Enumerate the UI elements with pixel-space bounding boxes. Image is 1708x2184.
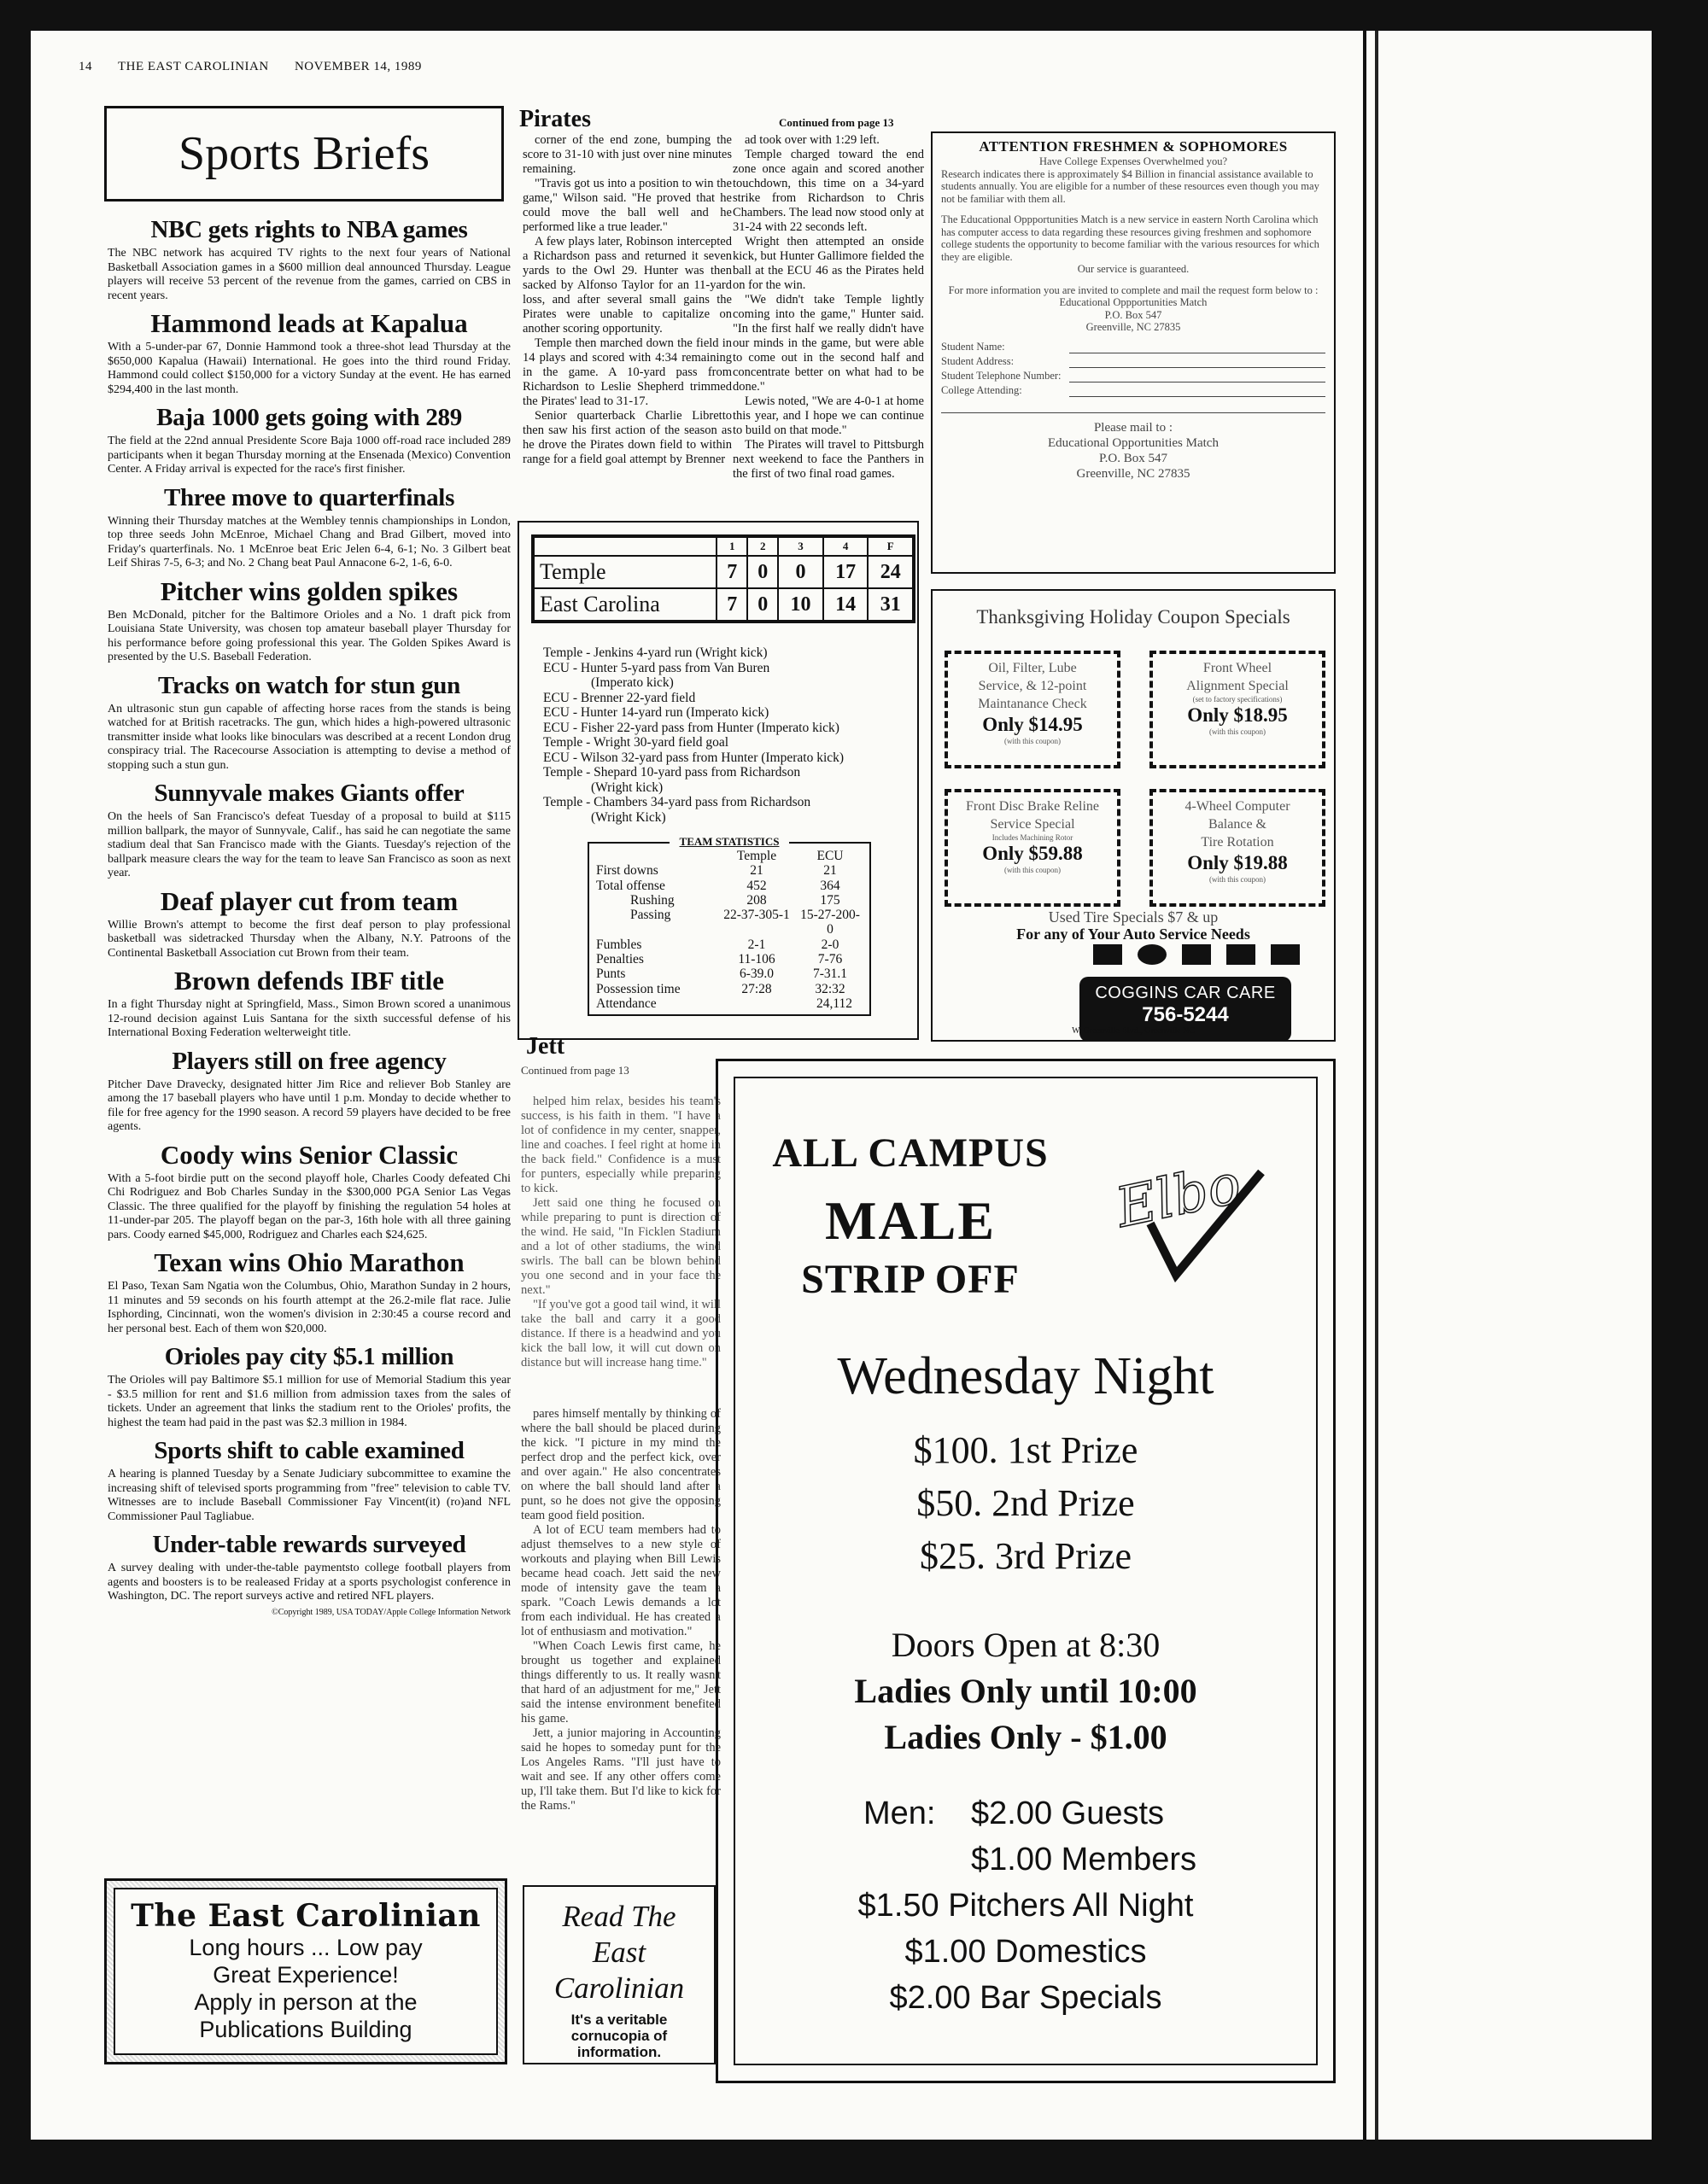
- student-address-field[interactable]: [941, 355, 1325, 368]
- folio: [79, 60, 444, 74]
- brief-headline: Pitcher wins golden spikes: [160, 575, 459, 606]
- story-paragraph: The Pirates will travel to Pittsburgh next weekend to face the Panthers in the first of two final road games.: [733, 438, 924, 481]
- stats-cell: 2-1: [747, 937, 766, 952]
- stats-cell: 2-0: [821, 937, 839, 952]
- coupon-note: Includes Machining Rotor: [991, 833, 1073, 842]
- brief-item: [108, 886, 511, 961]
- final-score: 24: [868, 556, 913, 588]
- brief-body: With a 5-foot birdie putt on the second playoff hole, Charles Coody defeated Chi Chi Rodriguez and Bob Charles Sunday in the $300,000 PGA Senior Las Vegas Classic. The three qualified for the playoff by finishing the regulation 54 holes at 11-under-par 205. The playoff began on the par-3, 16th hole with all three gaining pars. Coody earned $45,000, Rodriguez and Charles each $24,625.: [108, 1171, 511, 1241]
- brief-item: [108, 670, 511, 774]
- brief-headline: Coody wins Senior Classic: [160, 1139, 459, 1170]
- team-name: Temple: [534, 556, 717, 588]
- scoring-play: Temple - Shepard 10-yard pass from Richardson: [543, 765, 801, 780]
- elbo-logo: [1091, 1112, 1287, 1300]
- coupon-balance[interactable]: [1149, 789, 1325, 907]
- ad-guarantee: Our service is guaranteed.: [1077, 263, 1190, 275]
- scoring-play: ECU - Wilson 32-yard pass from Hunter (Imperato kick): [543, 750, 845, 765]
- stats-cell: Fumbles: [596, 937, 642, 952]
- linescore-header: 3: [778, 537, 823, 556]
- story-paragraph: helped him relax, besides his team's success, is his faith in them. "I have a lot of confidence in my center, snapper, line and coaches. I feel right at home in the back field." Confidence is a must for punters, especially while preparing to kick.: [521, 1095, 721, 1195]
- coupon-oil-change[interactable]: [945, 651, 1120, 768]
- coupon-text: Maintanance Check: [978, 697, 1087, 711]
- brief-item: [108, 1140, 511, 1243]
- stats-cell: 21: [750, 863, 763, 879]
- brief-item: [108, 966, 511, 1041]
- scoring-play: ECU - Brenner 22-yard field: [543, 690, 696, 705]
- drink-special: $2.00 Bar Specials: [889, 1980, 1162, 2016]
- brand-icon: [1226, 944, 1255, 965]
- scoring-play: ECU - Hunter 14-yard run (Imperato kick): [543, 705, 769, 720]
- elbo-checkmark-icon: [1091, 1112, 1287, 1300]
- men-price: $2.00 Guests: [971, 1796, 1165, 1831]
- ad-paragraph: The Educational Oppportunities Match is a new service in eastern North Carolina which has computer access to data regarding these resources giving freshmen and sophomore college students the opportunity to become familiar with the various resources for which they are eligible.: [941, 213, 1319, 263]
- brief-item: [108, 402, 511, 477]
- prize-line: $100. 1st Prize: [913, 1429, 1138, 1471]
- stats-cell: Passing: [630, 908, 671, 923]
- brief-headline: Sunnyvale makes Giants offer: [154, 780, 465, 807]
- brief-body: The field at the 22nd annual Presidente Score Baja 1000 off-road race included 289 participants when it began Thursday morning at the Ensenada (Mexico) Convention Center. A Friday arrival is expected for the race's first finisher.: [108, 435, 511, 476]
- pirates-column-1: [523, 133, 732, 467]
- brief-body: With a 5-under-par 67, Donnie Hammond took a three-shot lead Thursday at the $650,000 Kapalua (Hawaii) International. He goes into the third round Friday. Hammond could collect $150,000 for a victory Sunday at the event. He has earned $294,400 in the last month.: [108, 341, 511, 396]
- coupon-text: Alignment Special: [1186, 679, 1289, 693]
- brief-body: El Paso, Texan Sam Ngatia won the Columbus, Ohio, Marathon Sunday in 2 hours, 11 minutes and 59 seconds on his fourth attempt at the 26.2-mile flat race. Julie Isphording, Cincinnati, won the women's division in 2:30:45 a course record and her personal best. Each of them won $20,000.: [108, 1280, 511, 1335]
- coupon-text: Oil, Filter, Lube: [988, 661, 1077, 675]
- mail-to: Please mail to :: [1093, 420, 1173, 435]
- brief-headline: Baja 1000 gets going with 289: [156, 404, 462, 431]
- story-paragraph: "When Coach Lewis first came, he brought us together and explained things differently to us. It really wasn't that hard of an adjustment for me," Jett said the intense environment benefited his game.: [521, 1639, 721, 1726]
- read-ad-sub: It's a veritable: [570, 2012, 668, 2028]
- read-ad-sub: cornucopia of: [570, 2028, 668, 2044]
- quarter-score: 0: [747, 556, 778, 588]
- story-paragraph: ad took over with 1:29 left.: [745, 133, 880, 147]
- jett-column-2: [521, 1407, 721, 1813]
- stats-cell: 15-27-200-0: [800, 908, 860, 937]
- final-score: 31: [868, 588, 913, 621]
- brief-body: On the heels of San Francisco's defeat Tuesday of a proposal to build at $115 million ballpark, the mayor of Sunnyvale, Calif., has said he can negotiate the same stadium deal that San Francisco made with the Giants. Tuesday's rejection of the ballpark measure clears the way for the team to leave San Francisco as soon as next year.: [108, 810, 511, 879]
- brief-item: [108, 778, 511, 881]
- coupon-price: Only $14.95: [982, 714, 1083, 735]
- ad-masthead: The East Carolinian: [131, 1898, 481, 1934]
- east-carolinian-ad: [104, 1878, 507, 2064]
- coupon-price: Only $19.88: [1187, 852, 1288, 873]
- pirates-column-2: [733, 133, 924, 482]
- coupon-note: (set to factory specifications): [1192, 695, 1283, 704]
- jett-headline: Jett: [526, 1033, 565, 1060]
- brief-body: A survey dealing with under-the-table paymentsto college football players from agents and boosters is to be realeased Friday at a sports psychologist conference in Washington, DC. The report surveys active and retired NFL players.: [108, 1562, 511, 1603]
- read-ad-line: Read The: [562, 1900, 676, 1933]
- ladies-line: Ladies Only until 10:00: [854, 1672, 1197, 1710]
- ad-address: P.O. Box 547: [1104, 308, 1162, 321]
- quarter-score: 14: [823, 588, 869, 621]
- quarter-score: 10: [778, 588, 823, 621]
- shop-phone: 756-5244: [1142, 1003, 1229, 1026]
- stats-cell: 208: [746, 892, 767, 908]
- brief-item: [108, 482, 511, 571]
- coupon-price: Only $59.88: [982, 843, 1083, 864]
- brief-item: [108, 1046, 511, 1135]
- page-number: 14: [79, 60, 92, 73]
- coupon-fine: (with this coupon): [1209, 727, 1266, 736]
- scoring-play: Temple - Chambers 34-yard pass from Richardson: [543, 795, 811, 809]
- read-ad-line: Carolinian: [553, 1971, 685, 2005]
- brief-headline: Three move to quarterfinals: [163, 483, 455, 511]
- brief-body: Willie Brown's attempt to become the first deaf person to play professional basketball was sidetracked Thursday when the Albany, N.Y. Patroons of the Continental Basketball Association cut Brown from their team.: [108, 918, 511, 960]
- drink-special: $1.50 Pitchers All Night: [857, 1888, 1194, 1924]
- brief-headline: NBC gets rights to NBA games: [150, 216, 468, 243]
- ad-address: Greenville, NC 27835: [1085, 321, 1181, 333]
- story-paragraph: Wright then attempted an onside kick, but Hunter Gallimore fielded the ball at the ECU 46 as the Pirates held on for the win.: [733, 235, 924, 292]
- brand-icon: [1138, 944, 1167, 965]
- brand-icon: [1182, 944, 1211, 965]
- coupons-ad: [931, 589, 1336, 1042]
- coupon-text: 4-Wheel Computer: [1184, 799, 1290, 814]
- brief-item: [108, 214, 511, 303]
- coupons-title: Thanksgiving Holiday Coupon Specials: [976, 606, 1290, 628]
- brief-item: [108, 308, 511, 397]
- coupon-brake[interactable]: [945, 789, 1120, 907]
- stats-cell: 452: [746, 878, 767, 893]
- scoring-play: ECU - Hunter 5-yard pass from Van Buren: [543, 660, 770, 675]
- brief-item: [108, 1529, 511, 1604]
- continued-label: Continued from page 13: [779, 116, 894, 129]
- continued-label: Continued from page 13: [521, 1064, 629, 1077]
- mail-to: Educational Opportunities Match: [1048, 435, 1219, 450]
- brief-body: The Orioles will pay Baltimore $5.1 million for use of Memorial Stadium this year - $3.5 million for rent and $1.6 million from admission taxes from the sales of tickets. Under an agreement that links the stadium rent to the Orioles' profits, the highest the team had paid in the past was $2.3 million in 1984.: [108, 1374, 511, 1429]
- brief-headline: Deaf player cut from team: [160, 885, 459, 916]
- coupon-text: Front Disc Brake Reline: [966, 799, 1099, 814]
- attention-freshmen-ad: [931, 131, 1336, 574]
- brief-body: A hearing is planned Tuesday by a Senate Judiciary subcommittee to examine the increasing shift of televised sports programming from "free" television to cable TV. Witnesses are to include Baseball Commissioner Fay Vincent(it) (ro)and NFL Commissioner Paul Tagliabue.: [108, 1468, 511, 1523]
- adjacent-page-edge: [1366, 31, 1652, 2140]
- story-paragraph: Lewis noted, "We are 4-0-1 at home this year, and I hope we can continue to build on that mode.": [733, 394, 924, 437]
- story-paragraph: "If you've got a good tail wind, it will take the ball and carry it a good distance. If there is a headwind and you kick the ball low, it will cut down on distance but will increase hang time.": [521, 1298, 721, 1369]
- for-any-needs: For any of Your Auto Service Needs: [1016, 926, 1250, 943]
- field-label: Student Name:: [941, 340, 1005, 353]
- stats-cell: 21: [823, 863, 837, 879]
- brief-headline: Tracks on watch for stun gun: [158, 671, 460, 699]
- story-paragraph: A lot of ECU team members had to adjust themselves to a new style of workouts and playing when Bill Lewis became head coach. Jett said the new mode of intensity gave the team a spark. "Coach Lewis demands a lot from each individual. He has created a lot of enthusiasm and motivation.": [521, 1523, 721, 1638]
- linescore-header: F: [868, 537, 913, 556]
- coupon-price: Only $18.95: [1187, 704, 1288, 726]
- sports-briefs-title: Sports Briefs: [104, 106, 504, 201]
- stats-col: Temple: [736, 849, 777, 863]
- student-name-field[interactable]: [941, 341, 1325, 353]
- mail-to: P.O. Box 547: [1098, 451, 1168, 465]
- scoring-play: (Wright kick): [591, 780, 664, 795]
- brand-logos: [1093, 944, 1315, 969]
- brief-body: The NBC network has acquired TV rights to the next four years of National Basketball Association games in a $600 million deal announced Thursday. League players will receive 53 percent of the revenue from the games, carried on CBS in recent years.: [108, 247, 511, 302]
- stats-cell: 6-39.0: [739, 966, 775, 982]
- story-paragraph: corner of the end zone, bumping the score to 31-10 with just over nine minutes remaining.: [523, 133, 732, 176]
- ad-address: Educational Oppportunities Match: [1059, 296, 1208, 308]
- stats-cell: 7-76: [817, 952, 843, 967]
- paper-name: THE EAST CAROLINIAN: [117, 60, 269, 73]
- linescore-header: 2: [747, 537, 778, 556]
- stats-cell: 7-31.1: [812, 966, 848, 982]
- ad-line: Publications Building: [199, 2017, 412, 2042]
- field-label: Student Address:: [941, 354, 1015, 367]
- issue-date: NOVEMBER 14, 1989: [294, 60, 422, 73]
- brand-icon: [1093, 944, 1122, 965]
- page-divider: [1375, 31, 1378, 2140]
- stats-cell: Penalties: [596, 952, 644, 967]
- stats-cell: Punts: [596, 966, 626, 982]
- student-phone-field[interactable]: [941, 370, 1325, 382]
- brief-body: Winning their Thursday matches at the Wembley tennis championships in London, top three seeds John McEnroe, Michael Chang and Brad Gilbert, moved into Friday's quarterfinals. No. 1 McEnroe beat Eric Jelen 6-4, 6-1; No. 3 Gilbert beat Leif Shiras 7-5, 6-3; and No. 2 Chang beat Paul Annacone 6-2, 1-6, 6-0.: [108, 514, 511, 569]
- doors-open: Doors Open at 8:30: [891, 1626, 1161, 1664]
- men-price: $1.00 Members: [971, 1842, 1197, 1877]
- scoring-play: (Wright Kick): [591, 809, 666, 825]
- event-night: Wednesday Night: [837, 1347, 1214, 1405]
- stats-cell: Possession time: [596, 981, 681, 996]
- copyright-line: ©Copyright 1989, USA TODAY/Apple College Information Network: [272, 1607, 511, 1617]
- jett-column-1: [521, 1095, 721, 1370]
- men-label: Men:: [863, 1796, 936, 1831]
- quarter-score: 0: [747, 588, 778, 621]
- ad-paragraph: For more information you are invited to complete and mail the request form below to :: [948, 283, 1319, 296]
- ad-line: Long hours ... Low pay: [189, 1935, 423, 1960]
- read-east-carolinian-ad: [523, 1885, 716, 2064]
- college-field[interactable]: [941, 384, 1325, 397]
- box-score-frame: [518, 521, 919, 1040]
- ad-line: Apply in person at the: [194, 1989, 418, 2015]
- read-ad-sub: information.: [576, 2044, 662, 2060]
- brief-headline: Under-table rewards surveyed: [152, 1531, 466, 1558]
- stats-cell: Rushing: [630, 892, 675, 908]
- story-paragraph: Senior quarterback Charlie Libretto then saw his first action of the season as he drove the Pirates down field to within range for a field goal attempt by Brenner: [523, 409, 732, 466]
- scoring-play: Temple - Wright 30-yard field goal: [543, 735, 729, 750]
- story-paragraph: Temple charged toward the end zone once again and scored another touchdown, this time on a 34-yard strike from Richardson to Chris Chambers. The lead now stood only at 31-24 with 22 seconds left.: [733, 148, 924, 234]
- stats-cell: 27:28: [741, 981, 772, 996]
- brief-headline: Brown defends IBF title: [173, 966, 445, 996]
- story-paragraph: Jett, a junior majoring in Accounting said he hopes to someday punt for the Los Angeles Rams. "I'll just have to wait and see. If any other offers come up, I'll take them. But I'd like to kick for the Rams.": [521, 1726, 721, 1813]
- story-paragraph: Jett said one thing he focused on while preparing to punt is direction of the wind. He said, "In Ficklen Stadium and a lot of other stadiums, the wind swirls. The ball can be blown behind you one second and in your face the next.": [521, 1196, 721, 1297]
- story-paragraph: pares himself mentally by thinking of where the ball should be placed during the kick. "I picture in my mind the perfect drop and the perfect kick, over and over again." He also concentrates on where the ball should land after a punt, so he does not give the opposing team good field position.: [521, 1407, 721, 1522]
- story-paragraph: "We didn't take Temple lightly coming into the game," Hunter said. "In the first half we really didn't have our minds in the game, but were able to come out in the second half and concentrate better on what had to be done.": [733, 293, 924, 394]
- linescore-header: 4: [823, 537, 869, 556]
- ad-headline: STRIP OFF: [801, 1257, 1020, 1302]
- linescore-header: 1: [717, 537, 747, 556]
- quarter-score: 0: [778, 556, 823, 588]
- brief-headline: Sports shift to cable examined: [154, 1437, 465, 1464]
- drink-special: $1.00 Domestics: [904, 1934, 1147, 1970]
- ad-title: ATTENTION FRESHMEN & SOPHOMORES: [979, 138, 1288, 155]
- field-label: Student Telephone Number:: [941, 369, 1062, 382]
- stats-cell: Total offense: [596, 878, 665, 893]
- stats-cell: First downs: [596, 863, 658, 879]
- prize-line: $50. 2nd Prize: [916, 1482, 1135, 1524]
- story-paragraph: "Travis got us into a position to win the game," Wilson said. "He proved that he could move the ball well and he performed like a true leader.": [523, 177, 732, 234]
- ad-headline: ALL CAMPUS: [772, 1130, 1049, 1176]
- coupon-alignment[interactable]: [1149, 651, 1325, 768]
- prize-line: $25. 3rd Prize: [919, 1535, 1132, 1577]
- pirates-headline: Pirates: [519, 106, 591, 132]
- shop-address: W. Greenville Blvd., Greenville NC: [1072, 1026, 1195, 1036]
- brief-item: [108, 1435, 511, 1524]
- stats-cell: 364: [820, 878, 840, 893]
- stats-title: TEAM STATISTICS: [670, 835, 789, 849]
- quarter-score: 17: [823, 556, 869, 588]
- elbo-logo-text: Elbo: [1110, 1152, 1247, 1241]
- coupon-text: Balance &: [1208, 817, 1266, 832]
- stats-cell: 11-106: [738, 952, 775, 967]
- field-label: College Attending:: [941, 383, 1022, 396]
- male-strip-off-ad: [716, 1059, 1336, 2083]
- brief-body: An ultrasonic stun gun capable of affecting horse races from the stands is being watched for at British racetracks. The gun, which hides a high-powered ultrasonic transmitter inside what looks like binoculars was described at a recent London drug conspiracy trial. The Racecourse Association is attempting to devise a method of stopping such a stun gun.: [108, 702, 511, 772]
- coupon-fine: (with this coupon): [1004, 866, 1061, 874]
- stats-col: ECU: [816, 849, 844, 863]
- brief-item: [108, 1341, 511, 1430]
- quarter-score: 7: [717, 588, 747, 621]
- stats-cell: 32:32: [815, 981, 845, 996]
- quarter-score: 7: [717, 556, 747, 588]
- stats-cell: 22-37-305-1: [723, 908, 790, 923]
- brief-headline: Orioles pay city $5.1 million: [164, 1343, 454, 1370]
- read-ad-line: East: [592, 1936, 646, 1969]
- used-tire-specials: Used Tire Specials $7 & up: [1048, 908, 1219, 926]
- team-name: East Carolina: [534, 588, 717, 621]
- shop-name: COGGINS CAR CARE: [1095, 984, 1276, 1002]
- coupon-fine: (with this coupon): [1209, 875, 1266, 884]
- brand-icon: [1271, 944, 1300, 965]
- story-paragraph: A few plays later, Robinson intercepted a Richardson pass and returned it seven yards to the Owl 29. Hunter was then sacked by Alfonso Taylor for an 11-yard loss, and after several small gains the Pirates were unable to capitalize on another scoring opportunity.: [523, 235, 732, 336]
- mail-to: Greenville, NC 27835: [1076, 466, 1190, 481]
- story-paragraph: Temple then marched down the field in 14 plays and scored with 4:34 remaining in the game. A 10-yard pass from Richardson to Leslie Shepherd trimmed the Pirates' lead to 31-17.: [523, 336, 732, 408]
- brief-body: Ben McDonald, pitcher for the Baltimore Orioles and a No. 1 draft pick from Louisiana State University, was chosen top amateur baseball player Thursday for his performance before going professional this year. The Golden Spikes Award is presented by the U.S. Baseball Federation.: [108, 608, 511, 663]
- brief-item: [108, 1247, 511, 1336]
- stats-cell: 24,112: [816, 996, 852, 1011]
- ladies-line: Ladies Only - $1.00: [884, 1718, 1167, 1756]
- stats-cell: Attendance: [596, 996, 657, 1011]
- brief-item: [108, 576, 511, 665]
- coupon-text: Service, & 12-point: [978, 679, 1087, 693]
- ad-line: Great Experience!: [213, 1962, 399, 1988]
- brief-body: In a fight Thursday night at Springfield, Mass., Simon Brown scored a unanimous 12-round decision against Luis Santana for the sixth successful defense of his International Boxing Federation welterweight title.: [108, 998, 511, 1039]
- stats-cell: 175: [820, 892, 840, 908]
- scoring-play: ECU - Fisher 22-yard pass from Hunter (Imperato kick): [543, 720, 839, 735]
- brief-headline: Hammond leads at Kapalua: [150, 308, 468, 338]
- scoring-play: Temple - Jenkins 4-yard run (Wright kick): [543, 645, 768, 660]
- brief-body: Pitcher Dave Dravecky, designated hitter Jim Rice and reliever Bob Stanley are among the 17 baseball players who have until 1 p.m. Monday to decide whether to file for free agency for the 1990 season. A record 59 players have decided to be free agents.: [108, 1077, 511, 1133]
- coupon-text: Service Special: [990, 817, 1075, 832]
- coupon-text: Tire Rotation: [1201, 835, 1274, 850]
- sports-briefs-list: [108, 209, 511, 1617]
- ad-headline: MALE: [825, 1190, 996, 1251]
- brief-headline: Texan wins Ohio Marathon: [154, 1247, 465, 1277]
- brief-headline: Players still on free agency: [172, 1047, 447, 1075]
- ad-paragraph: Research indicates there is approximately $4 Billion in financial assistance available to students annually. You are eligible for a number of these resources even though you may not be familiar with them all.: [941, 167, 1319, 205]
- coupon-fine: (with this coupon): [1004, 737, 1061, 745]
- scoring-play: (Imperato kick): [591, 675, 674, 690]
- ad-subtitle: Have College Expenses Overwhelmed you?: [1038, 155, 1228, 167]
- coupon-text: Front Wheel: [1202, 661, 1272, 675]
